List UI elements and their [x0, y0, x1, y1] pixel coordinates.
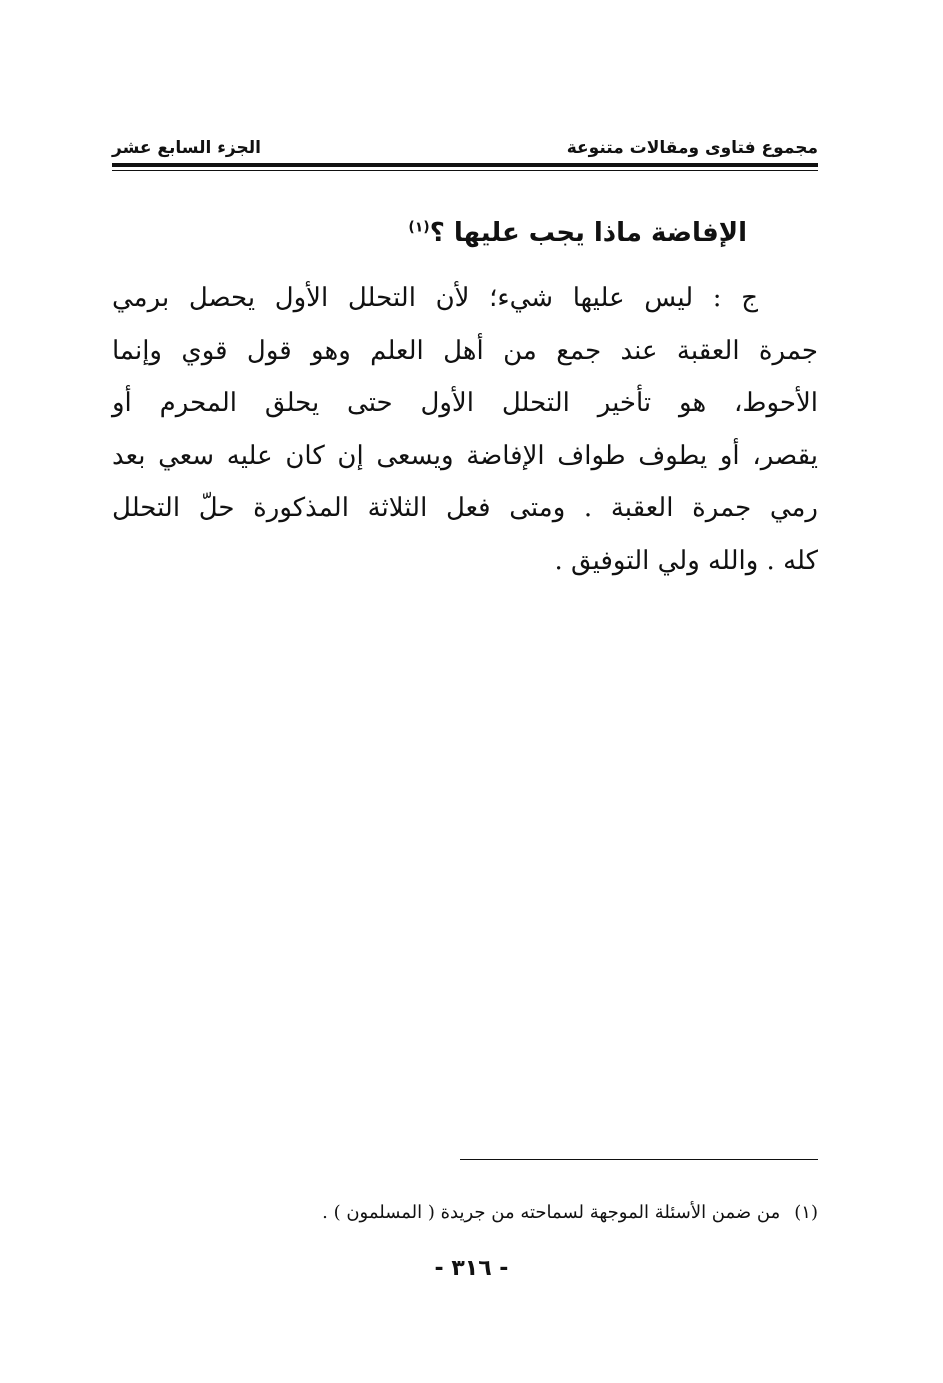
- footnote-marker: (١): [794, 1202, 818, 1223]
- question-text: الإفاضة ماذا يجب عليها ؟: [429, 218, 747, 248]
- answer-line: رمي جمرة العقبة . ومتى فعل الثلاثة المذكورة حلّ التحلل: [112, 493, 818, 523]
- question-heading: [112, 210, 747, 256]
- footnote-text: من ضمن الأسئلة الموجهة لسماحته من جريدة ( المسلمون ) .: [322, 1202, 781, 1223]
- answer-line: ج : ليس عليها شيء؛ لأن التحلل الأول يحصل برمي: [112, 283, 758, 313]
- running-header: [112, 128, 818, 158]
- footnote-reference: (١): [408, 219, 430, 236]
- header-rule-thin: [112, 170, 818, 171]
- answer-line: كله . والله ولي التوفيق .: [554, 545, 818, 576]
- volume-label: الجزء السابع عشر: [112, 138, 261, 158]
- answer-line: الأحوط، هو تأخير التحلل الأول حتى يحلق المحرم أو: [112, 388, 818, 418]
- answer-paragraph: [112, 272, 818, 587]
- page-number: - ٣١٦ -: [434, 1256, 509, 1281]
- book-title: مجموع فتاوى ومقالات متنوعة: [566, 138, 818, 158]
- answer-line: جمرة العقبة عند جمع من أهل العلم وهو قول قوي وإنما: [112, 335, 818, 366]
- footnote: [112, 1198, 818, 1228]
- header-rule: [112, 163, 818, 167]
- answer-line: يقصر، أو يطوف طواف الإفاضة ويسعى إن كان عليه سعي بعد: [112, 440, 818, 471]
- footnote-separator: [460, 1159, 818, 1160]
